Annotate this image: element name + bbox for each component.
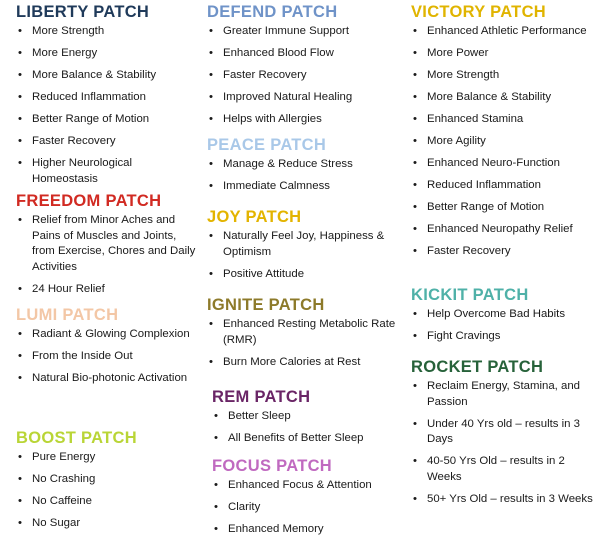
kickit-patch-section bbox=[411, 286, 601, 351]
ignite-patch-list bbox=[207, 317, 402, 370]
liberty-benefit-item: • Faster Recovery bbox=[16, 134, 196, 150]
rem-benefit-item: • Better Sleep bbox=[212, 409, 402, 425]
victory-benefit-item: • Enhanced Neuro-Function bbox=[411, 156, 601, 172]
boost-patch-title: BOOST PATCH bbox=[16, 429, 137, 447]
lumi-patch-section bbox=[16, 306, 196, 393]
lumi-benefit-item: • Natural Bio-photonic Activation bbox=[16, 371, 196, 387]
joy-patch-list bbox=[207, 229, 402, 282]
lumi-patch-list bbox=[16, 327, 196, 387]
defend-benefit-item: • Helps with Allergies bbox=[207, 112, 402, 128]
freedom-patch-list bbox=[16, 213, 196, 297]
ignite-patch-title: IGNITE PATCH bbox=[207, 296, 325, 314]
victory-benefit-item: • Enhanced Stamina bbox=[411, 112, 601, 128]
kickit-benefit-item: • Help Overcome Bad Habits bbox=[411, 307, 601, 323]
peace-patch-section bbox=[207, 136, 402, 201]
focus-patch-section bbox=[212, 457, 402, 544]
liberty-benefit-item: • More Energy bbox=[16, 46, 196, 62]
rem-patch-title: REM PATCH bbox=[212, 388, 311, 406]
freedom-benefit-item: • 24 Hour Relief bbox=[16, 282, 196, 298]
boost-benefit-item: • No Sugar bbox=[16, 516, 196, 532]
freedom-patch-section bbox=[16, 192, 196, 304]
peace-patch-title: PEACE PATCH bbox=[207, 136, 327, 154]
boost-benefit-item: • Pure Energy bbox=[16, 450, 196, 466]
defend-patch-list bbox=[207, 24, 402, 128]
ignite-benefit-item: • Burn More Calories at Rest bbox=[207, 355, 402, 371]
lumi-benefit-item: • Radiant & Glowing Complexion bbox=[16, 327, 196, 343]
lumi-benefit-item: • From the Inside Out bbox=[16, 349, 196, 365]
defend-benefit-item: • Greater Immune Support bbox=[207, 24, 402, 40]
rocket-benefit-item: • Reclaim Energy, Stamina, and Passion bbox=[411, 379, 601, 410]
defend-benefit-item: • Improved Natural Healing bbox=[207, 90, 402, 106]
peace-benefit-item: • Manage & Reduce Stress bbox=[207, 157, 402, 173]
victory-patch-section bbox=[411, 3, 601, 266]
defend-benefit-item: • Enhanced Blood Flow bbox=[207, 46, 402, 62]
victory-benefit-item: • Enhanced Athletic Performance bbox=[411, 24, 601, 40]
victory-patch-list bbox=[411, 24, 601, 260]
boost-benefit-item: • No Caffeine bbox=[16, 494, 196, 510]
peace-patch-list bbox=[207, 157, 402, 195]
rem-patch-list bbox=[212, 409, 402, 447]
rem-benefit-item: • All Benefits of Better Sleep bbox=[212, 431, 402, 447]
joy-patch-section bbox=[207, 208, 402, 289]
joy-benefit-item: • Positive Attitude bbox=[207, 267, 402, 283]
kickit-patch-list bbox=[411, 307, 601, 345]
victory-benefit-item: • Enhanced Neuropathy Relief bbox=[411, 222, 601, 238]
boost-benefit-item: • No Crashing bbox=[16, 472, 196, 488]
liberty-benefit-item: • Reduced Inflammation bbox=[16, 90, 196, 106]
victory-benefit-item: • More Balance & Stability bbox=[411, 90, 601, 106]
liberty-patch-section bbox=[16, 3, 196, 194]
rocket-patch-section bbox=[411, 358, 601, 514]
focus-benefit-item: • Enhanced Focus & Attention bbox=[212, 478, 402, 494]
liberty-patch-list bbox=[16, 24, 196, 187]
rocket-benefit-item: • 50+ Yrs Old – results in 3 Weeks bbox=[411, 492, 601, 508]
defend-benefit-item: • Faster Recovery bbox=[207, 68, 402, 84]
focus-benefit-item: • Enhanced Memory bbox=[212, 522, 402, 538]
focus-patch-title: FOCUS PATCH bbox=[212, 457, 333, 475]
joy-benefit-item: • Naturally Feel Joy, Happiness & Optimism bbox=[207, 229, 402, 260]
liberty-benefit-item: • More Balance & Stability bbox=[16, 68, 196, 84]
ignite-benefit-item: • Enhanced Resting Metabolic Rate (RMR) bbox=[207, 317, 402, 348]
ignite-patch-section bbox=[207, 296, 402, 377]
victory-patch-title: VICTORY PATCH bbox=[411, 3, 546, 21]
kickit-benefit-item: • Fight Cravings bbox=[411, 329, 601, 345]
liberty-patch-title: LIBERTY PATCH bbox=[16, 3, 150, 21]
defend-patch-title: DEFEND PATCH bbox=[207, 3, 338, 21]
lumi-patch-title: LUMI PATCH bbox=[16, 306, 119, 324]
boost-patch-section bbox=[16, 429, 196, 538]
defend-patch-section bbox=[207, 3, 402, 134]
freedom-benefit-item: • Relief from Minor Aches and Pains of Muscles and Joints, from Exercise, Chores and Daily Activities bbox=[16, 213, 196, 275]
freedom-patch-title: FREEDOM PATCH bbox=[16, 192, 162, 210]
rem-patch-section bbox=[212, 388, 402, 453]
victory-benefit-item: • More Agility bbox=[411, 134, 601, 150]
victory-benefit-item: • Reduced Inflammation bbox=[411, 178, 601, 194]
rocket-patch-title: ROCKET PATCH bbox=[411, 358, 544, 376]
focus-benefit-item: • Clarity bbox=[212, 500, 402, 516]
rocket-patch-list bbox=[411, 379, 601, 507]
liberty-benefit-item: • Higher Neurological Homeostasis bbox=[16, 156, 196, 187]
victory-benefit-item: • More Power bbox=[411, 46, 601, 62]
peace-benefit-item: • Immediate Calmness bbox=[207, 179, 402, 195]
rocket-benefit-item: • 40-50 Yrs Old – results in 2 Weeks bbox=[411, 454, 601, 485]
victory-benefit-item: • Better Range of Motion bbox=[411, 200, 601, 216]
victory-benefit-item: • Faster Recovery bbox=[411, 244, 601, 260]
victory-benefit-item: • More Strength bbox=[411, 68, 601, 84]
joy-patch-title: JOY PATCH bbox=[207, 208, 302, 226]
focus-patch-list bbox=[212, 478, 402, 538]
liberty-benefit-item: • Better Range of Motion bbox=[16, 112, 196, 128]
kickit-patch-title: KICKIT PATCH bbox=[411, 286, 529, 304]
rocket-benefit-item: • Under 40 Yrs old – results in 3 Days bbox=[411, 417, 601, 448]
liberty-benefit-item: • More Strength bbox=[16, 24, 196, 40]
boost-patch-list bbox=[16, 450, 196, 532]
